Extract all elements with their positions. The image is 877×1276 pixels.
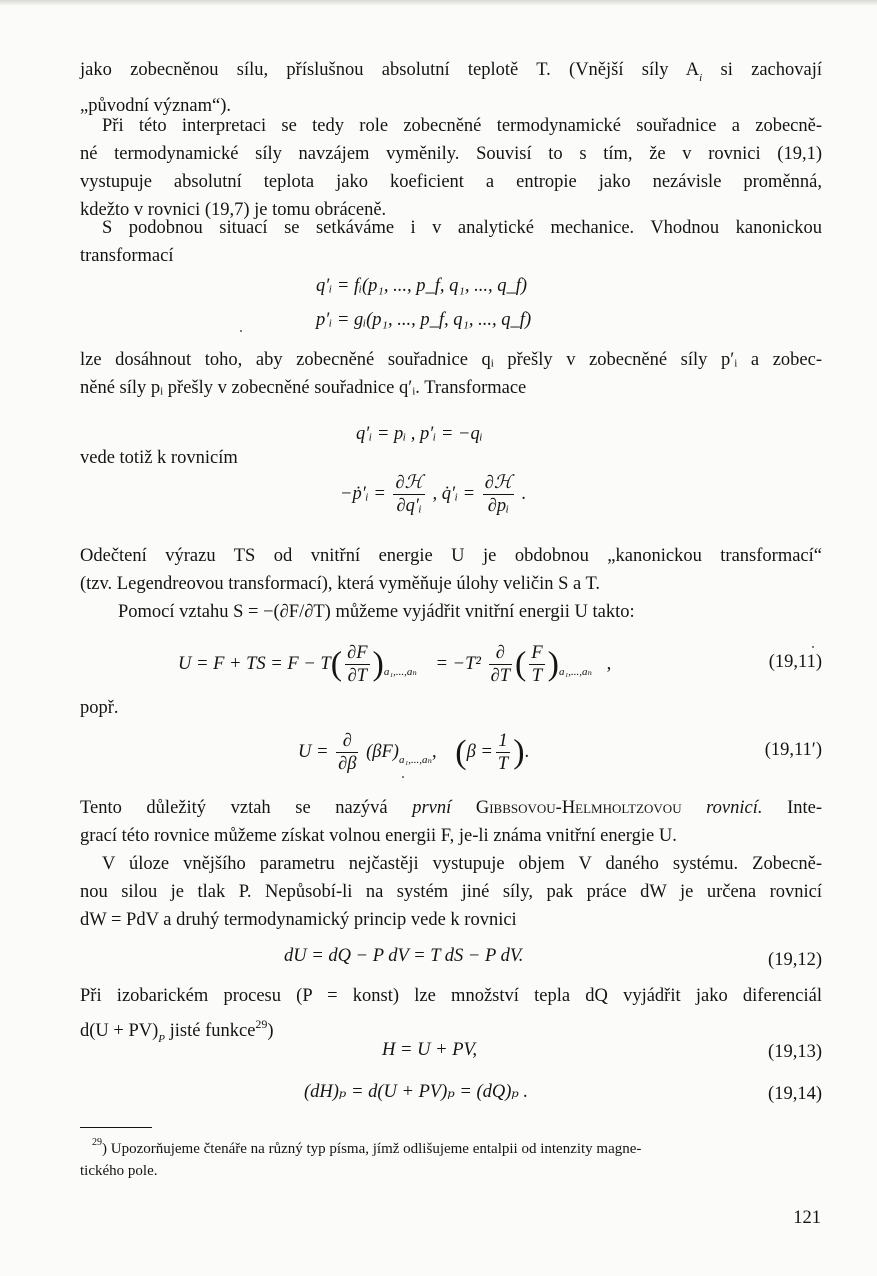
paragraph-7: popř.: [80, 698, 119, 718]
page-number: 121: [793, 1208, 821, 1228]
paragraph-8-line-2: grací této rovnice můžeme získat volnou energii F, je-li známa vnitřní energie U.: [80, 826, 677, 846]
paragraph-3: [80, 214, 822, 270]
equation-number-19-12: (19,12): [768, 950, 822, 970]
footnote-rule: [80, 1127, 152, 1128]
fraction-1-T: $\frac{1}{T}$: [497, 731, 509, 774]
paragraph-1-line-1: jako zobecněnou sílu, příslušnou absolutní teplotě T. (Vnější síly $A_i$ si zachovají: [80, 60, 823, 84]
footnote: [80, 1132, 822, 1182]
fraction-d-dbeta: $\frac{\partial}{\partial\beta}$: [338, 731, 357, 774]
scan-speck: [240, 330, 242, 332]
equation-number-19-14: (19,14): [768, 1084, 822, 1104]
paragraph-5: vede totiž k rovnicím: [80, 448, 238, 468]
paragraph-1-line-2: „původní význam“).: [80, 96, 232, 116]
paragraph-9-line-1: V úloze vnějšího parametru nejčastěji vystupuje objem V daného systému. Zobecně-: [102, 854, 822, 874]
fraction-F-T: $\frac{F}{T}$: [531, 643, 543, 686]
equation-transform-p: p′ᵢ = gᵢ(p₁, ..., p_f, q₁, ..., q_f): [316, 310, 532, 330]
equation-number-19-11-prime: (19,11′): [764, 740, 822, 760]
equation-number-19-11: (19,11): [768, 652, 822, 672]
fraction-h-dq: $\frac{\text{∂ℋ}}{\text{∂q′ᵢ}}$: [395, 473, 423, 516]
paragraph-9-line-3: dW = PdV a druhý termodynamický princip vede k rovnici: [80, 910, 517, 930]
paragraph-6: [80, 542, 822, 626]
equation-19-13: H = U + PV,: [382, 1040, 478, 1060]
paragraph-4: [80, 346, 822, 402]
paragraph-8-line-1: Tento důležitý vztah se nazývá první Gibbsovou-Helmholtzovou rovnicí. Inte-: [80, 798, 822, 818]
page-edge-shadow: [0, 0, 877, 6]
paragraph-6-line-3: Pomocí vztahu S = −(∂F/∂T) můžeme vyjádřit vnitřní energii U takto:: [118, 602, 635, 622]
paragraph-10-line-2: $d(U + PV)_P$ jisté funkce$^{29}$): [80, 1017, 274, 1045]
equation-number-19-13: (19,13): [768, 1042, 822, 1062]
equation-hamilton: −ṗ′ᵢ = $\frac{\text{∂ℋ}}{\text{∂q′ᵢ}}$ , q̇′ᵢ = $\frac{\text{∂ℋ}}{\text{∂pᵢ}}$ .: [340, 473, 527, 516]
equation-19-11: U = F + TS = F − T( $\frac{\partial F}{\partial T}$ )$_{a_1,...,a_n} = -T^2$ $\frac{\partial}{\partial T}$ ( $\frac{F}{T}$ )$_{a_1,...,a_n}$ ,: [178, 643, 612, 686]
equation-19-11-prime: U = $\frac{\partial}{\partial\beta}$ $(\beta F)_{a_1,...,a_n}$, (β = $\frac{1}{T}$ ).: [298, 731, 530, 774]
footnote-line-2: tického pole.: [80, 1163, 158, 1179]
paragraph-6-line-1: Odečtení výrazu TS od vnitřní energie U je obdobnou „kanonickou transformací“: [80, 546, 822, 566]
paragraph-3-line-1: S podobnou situací se setkáváme i v analytické mechanice. Vhodnou kanonickou: [102, 218, 822, 238]
footnote-line-1: $^{29}$) Upozorňujeme čtenáře na různý typ písma, jímž odlišujeme entalpii od intenzity magne-: [92, 1137, 642, 1157]
paragraph-9-line-2: nou silou je tlak P. Nepůsobí-li na systém jiné síly, pak práce dW je určena rovnicí: [80, 882, 822, 902]
paragraph-2-line-1: Při této interpretaci se tedy role zobecněné termodynamické souřadnice a zobecně-: [102, 116, 822, 136]
paragraph-1: [80, 56, 822, 120]
paragraph-2-line-3: vystupuje absolutní teplota jako koeficient a entropie jako nezávisle proměnná,: [80, 172, 822, 192]
paragraph-2-line-4: kdežto v rovnici (19,7) je tomu obráceně.: [80, 200, 387, 220]
paragraph-2: [80, 112, 822, 224]
paragraph-2-line-2: né termodynamické síly navzájem vyměnily. Souvisí to s tím, že v rovnici (19,1): [80, 144, 822, 164]
fraction-d-dT: $\frac{\partial}{\partial T}$: [490, 643, 511, 686]
paragraph-4-line-2: něné síly pᵢ přešly v zobecněné souřadnice q′ᵢ. Transformace: [80, 378, 527, 398]
fraction-dF-dT: $\frac{\partial F}{\partial T}$: [347, 643, 368, 686]
equation-19-14: (dH)ₚ = d(U + PV)ₚ = (dQ)ₚ .: [304, 1082, 529, 1102]
equation-transform-q: q′ᵢ = fᵢ(p₁, ..., p_f, q₁, ..., q_f): [316, 276, 527, 296]
paragraph-10-line-1: Při izobarickém procesu (P = konst) lze množství tepla dQ vyjádřit jako diferenciál: [80, 986, 822, 1006]
paragraph-9: [80, 850, 822, 934]
fraction-h-dp: $\frac{\text{∂ℋ}}{\text{∂pᵢ}}$: [484, 473, 513, 516]
equation-swap: q′ᵢ = pᵢ , p′ᵢ = −qᵢ: [356, 424, 483, 444]
paragraph-4-line-1: lze dosáhnout toho, aby zobecněné souřadnice qᵢ přešly v zobecněné síly p′ᵢ a zobec-: [80, 350, 822, 370]
scan-speck: [402, 776, 404, 778]
equation-19-12: dU = dQ − P dV = T dS − P dV.: [284, 946, 524, 966]
scan-speck: [812, 646, 814, 648]
paragraph-6-line-2: (tzv. Legendreovou transformací), která vyměňuje úlohy veličin S a T.: [80, 574, 601, 594]
paragraph-3-line-2: transformací: [80, 246, 174, 266]
paragraph-8: [80, 794, 822, 850]
